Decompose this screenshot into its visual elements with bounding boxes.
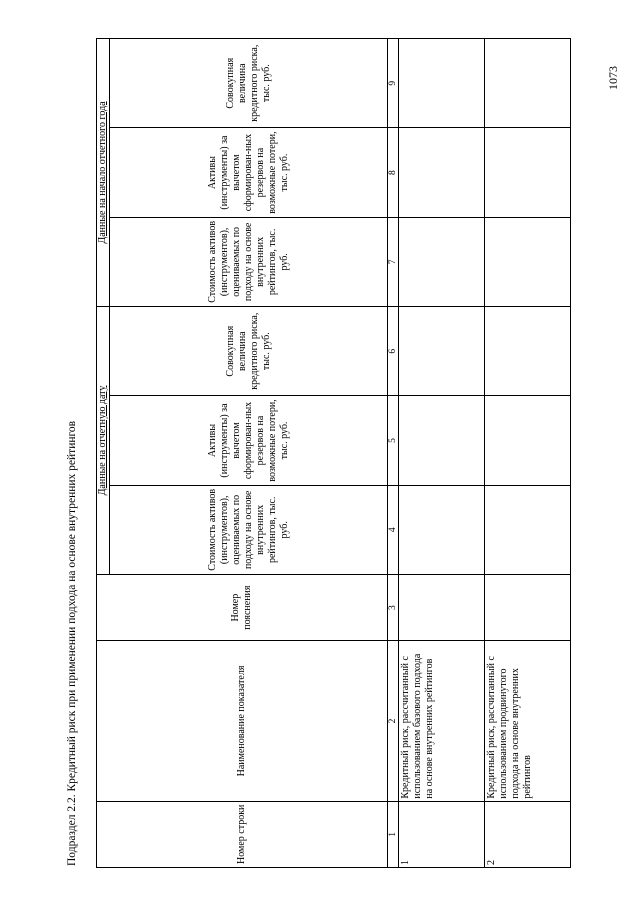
empty-cell <box>399 307 485 396</box>
row-name-cell: Кредитный риск, рассчитанный с использованием продвинутого подхода на основе внутренних рейтингов <box>485 641 571 801</box>
header-row-number: Номер строки <box>97 801 388 867</box>
empty-cell <box>399 485 485 574</box>
empty-cell <box>399 39 485 128</box>
row-number-cell: 2 <box>485 801 571 867</box>
header-row-groups <box>97 39 110 868</box>
row-name-cell: Кредитный риск, рассчитанный с использованием базового подхода на основе внутренних рейтингов <box>399 641 485 801</box>
empty-cell <box>485 307 571 396</box>
credit-risk-table <box>96 38 571 868</box>
empty-cell <box>399 396 485 485</box>
empty-cell <box>485 128 571 217</box>
header-group-year-start: Данные на начало отчетного года <box>97 39 110 307</box>
page-number: 1073 <box>606 66 620 90</box>
empty-cell <box>399 574 485 640</box>
header-assets-net-year-start: Активы (инструменты) за вычетом сформирован-ных резервов на возможные потери, тыс. руб. <box>110 128 388 217</box>
empty-cell <box>399 217 485 306</box>
header-total-credit-risk-year-start: Совокупная величина кредитного риска, тыс. руб. <box>110 39 388 128</box>
table-row <box>485 39 571 868</box>
column-number: 7 <box>388 217 399 306</box>
empty-cell <box>485 396 571 485</box>
empty-cell <box>485 39 571 128</box>
column-number: 3 <box>388 574 399 640</box>
header-indicator-name: Наименование показателя <box>97 641 388 801</box>
column-number: 1 <box>388 801 399 867</box>
empty-cell <box>485 485 571 574</box>
section-title: Подраздел 2.2. Кредитный риск при применении подхода на основе внутренних рейтингов <box>66 420 78 866</box>
header-assets-value-year-start: Стоимость активов (инструментов), оцениваемых по подходу на основе внутренних рейтингов, тыс. руб. <box>110 217 388 306</box>
header-total-credit-risk: Совокупная величина кредитного риска, тыс. руб. <box>110 307 388 396</box>
row-number-cell: 1 <box>399 801 485 867</box>
column-number: 2 <box>388 641 399 801</box>
header-assets-value: Стоимость активов (инструментов), оцениваемых по подходу на основе внутренних рейтингов, тыс. руб. <box>110 485 388 574</box>
column-number: 6 <box>388 307 399 396</box>
empty-cell <box>485 217 571 306</box>
column-number: 4 <box>388 485 399 574</box>
header-group-reporting-date: Данные на отчетную дату <box>97 307 110 575</box>
column-number: 9 <box>388 39 399 128</box>
column-number: 8 <box>388 128 399 217</box>
column-number-row <box>388 39 399 868</box>
header-note-number: Номер пояснения <box>97 574 388 640</box>
empty-cell <box>399 128 485 217</box>
credit-risk-table-container <box>96 38 571 868</box>
column-number: 5 <box>388 396 399 485</box>
empty-cell <box>485 574 571 640</box>
table-row <box>399 39 485 868</box>
header-assets-net: Активы (инструменты) за вычетом сформирован-ных резервов на возможные потери, тыс. руб. <box>110 396 388 485</box>
